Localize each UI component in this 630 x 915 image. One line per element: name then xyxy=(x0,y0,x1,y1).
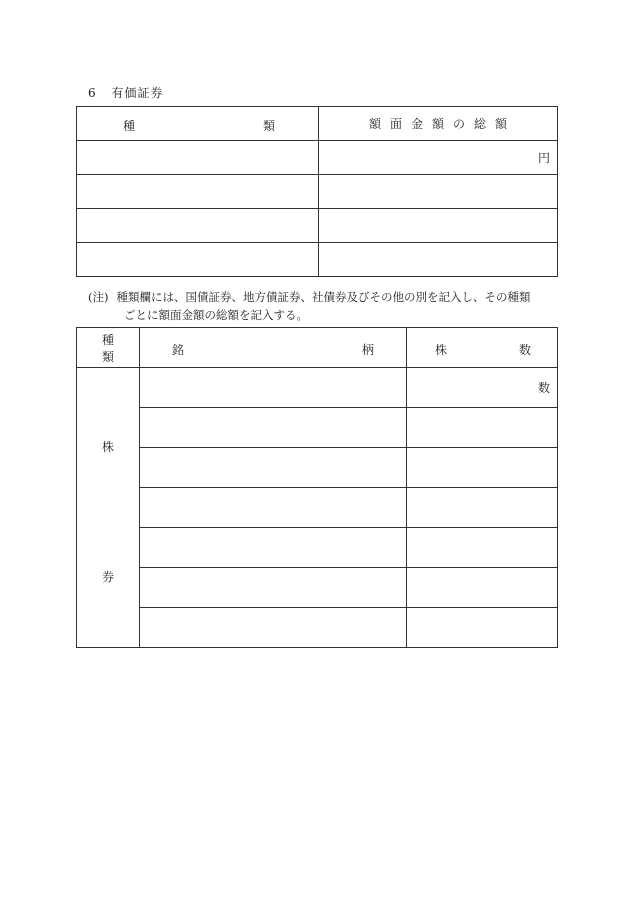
table-header-row xyxy=(77,328,558,368)
note-line-2: ごとに額面金額の総額を記入する。 xyxy=(124,308,308,322)
table-row xyxy=(77,368,558,408)
kind-input-cell[interactable] xyxy=(77,141,319,175)
kind-input-cell[interactable] xyxy=(77,243,319,277)
section-number: 6 xyxy=(88,86,97,100)
section-title-text: 有価証券 xyxy=(111,86,164,100)
shares-input-cell[interactable] xyxy=(407,408,558,448)
header-shares-right: 数 xyxy=(519,343,532,357)
shares-unit-label: 数 xyxy=(537,381,550,395)
note-line-1: 種類欄には、国債証券、地方債証券、社債券及びその他の別を記入し、その種類 xyxy=(116,290,531,304)
table-row xyxy=(77,243,558,277)
table-row xyxy=(77,408,558,448)
note-text xyxy=(88,288,568,324)
table-row xyxy=(77,528,558,568)
brand-input-cell[interactable] xyxy=(140,448,407,488)
header-face-amount-total: 額面金額の総額 xyxy=(319,107,558,141)
securities-amount-table xyxy=(76,106,558,277)
brand-input-cell[interactable] xyxy=(140,568,407,608)
header-kind: 種類 xyxy=(77,328,140,368)
note-lead: (注) xyxy=(88,290,109,304)
amount-input-cell[interactable] xyxy=(319,175,558,209)
shares-input-cell[interactable] xyxy=(407,568,558,608)
header-brand-left: 銘 xyxy=(172,343,185,357)
section-title xyxy=(88,84,163,101)
header-brand xyxy=(140,328,407,368)
table-row xyxy=(77,448,558,488)
brand-input-cell[interactable] xyxy=(140,528,407,568)
shares-input-cell[interactable] xyxy=(407,528,558,568)
brand-input-cell[interactable] xyxy=(140,488,407,528)
table-row xyxy=(77,488,558,528)
shares-input-cell[interactable] xyxy=(407,368,558,408)
header-shares-left: 株 xyxy=(435,343,448,357)
stock-shares-table xyxy=(76,327,558,648)
amount-input-cell[interactable] xyxy=(319,141,558,175)
kind-label-bottom: 券 xyxy=(101,570,114,584)
yen-unit-label: 円 xyxy=(537,151,550,165)
brand-input-cell[interactable] xyxy=(140,608,407,648)
header-kind xyxy=(77,107,319,141)
table-row xyxy=(77,608,558,648)
kind-input-cell[interactable] xyxy=(77,175,319,209)
header-kind-left: 種 xyxy=(123,119,136,133)
kind-input-cell[interactable] xyxy=(77,209,319,243)
shares-input-cell[interactable] xyxy=(407,608,558,648)
table-row xyxy=(77,141,558,175)
shares-input-cell[interactable] xyxy=(407,488,558,528)
header-shares xyxy=(407,328,558,368)
brand-input-cell[interactable] xyxy=(140,408,407,448)
table-header-row xyxy=(77,107,558,141)
amount-input-cell[interactable] xyxy=(319,209,558,243)
header-brand-right: 柄 xyxy=(362,343,375,357)
brand-input-cell[interactable] xyxy=(140,368,407,408)
table-row xyxy=(77,568,558,608)
amount-input-cell[interactable] xyxy=(319,243,558,277)
header-kind-right: 類 xyxy=(263,119,276,133)
shares-input-cell[interactable] xyxy=(407,448,558,488)
table-row xyxy=(77,175,558,209)
kind-stock-cell xyxy=(77,368,140,648)
table-row xyxy=(77,209,558,243)
kind-label-top: 株 xyxy=(101,440,114,454)
